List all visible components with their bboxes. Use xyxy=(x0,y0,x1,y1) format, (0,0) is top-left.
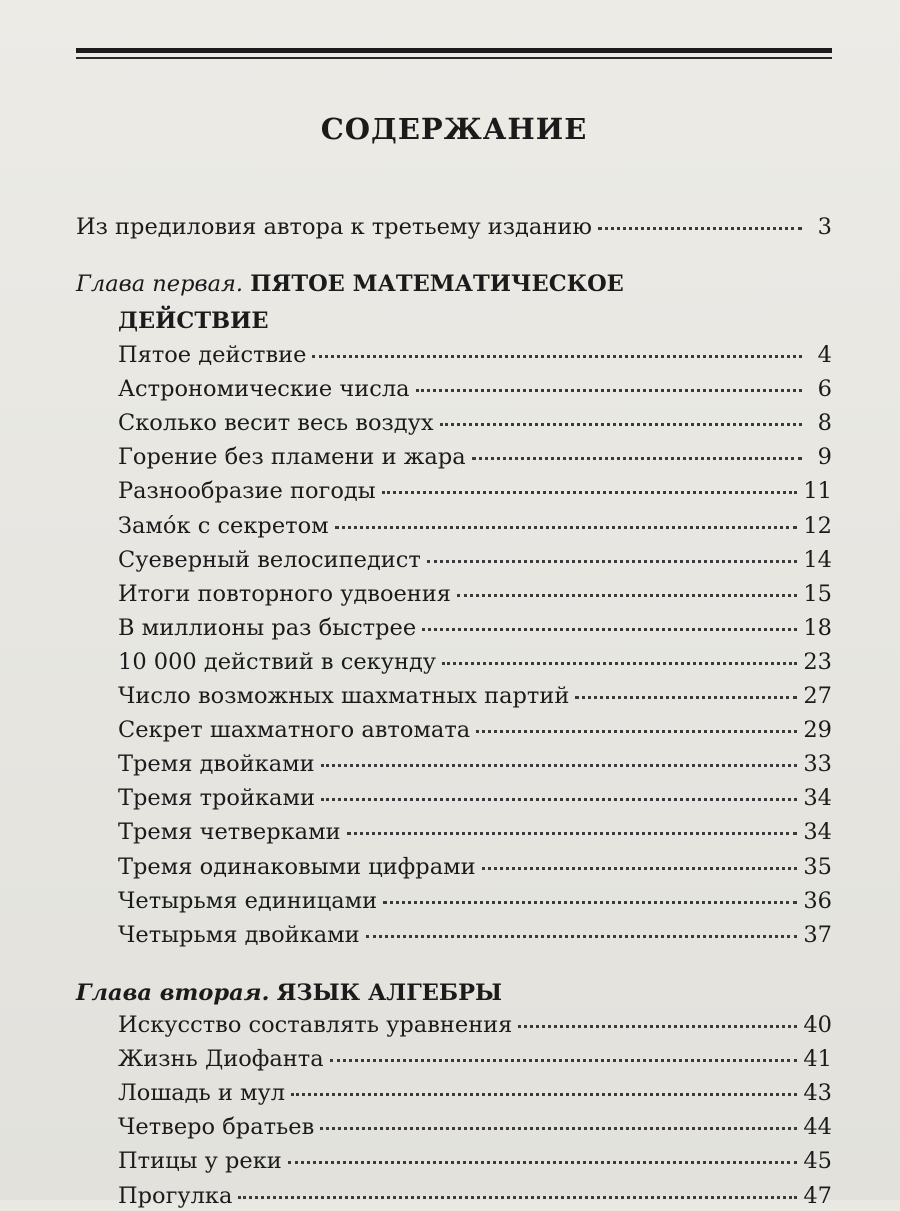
header-rule-thick xyxy=(76,48,832,53)
chapter-heading-1-cont: ДЕЙСТВИЕ xyxy=(118,308,269,334)
toc-entry xyxy=(118,545,832,575)
toc-entry xyxy=(118,1146,832,1176)
dot-leader xyxy=(320,1127,797,1130)
toc-entry xyxy=(118,613,832,643)
toc-entry xyxy=(118,749,832,779)
dot-leader xyxy=(440,423,802,426)
toc-entry-page: 12 xyxy=(803,512,832,539)
chapter-heading-1 xyxy=(76,268,624,300)
toc-entry-label: Тремя тройками xyxy=(118,785,315,812)
toc-entry-label: Жизнь Диофанта xyxy=(118,1046,324,1073)
chapter-name: ПЯТОЕ МАТЕМАТИЧЕСКОЕ xyxy=(250,271,624,297)
toc-entry-label: Четырьмя единицами xyxy=(118,887,378,914)
toc-entry xyxy=(118,681,832,711)
dot-leader xyxy=(366,935,798,938)
toc-entry xyxy=(118,579,832,609)
toc-entry-page: 35 xyxy=(803,853,832,880)
toc-entry-label: Сколько весит весь воздух xyxy=(118,410,434,437)
dot-leader xyxy=(291,1093,797,1096)
toc-entry-label: Горение без пламени и жара xyxy=(118,444,466,471)
toc-entry xyxy=(118,817,832,847)
dot-leader xyxy=(288,1161,798,1164)
toc-entry-label: Суеверный велосипедист xyxy=(118,546,421,573)
chapter-name: ЯЗЫК АЛГЕБРЫ xyxy=(276,980,503,1006)
toc-entry-page: 27 xyxy=(803,683,832,709)
toc-entry-label: Число возможных шахматных партий xyxy=(118,683,570,709)
dot-leader xyxy=(335,526,798,529)
toc-entry xyxy=(118,886,832,916)
chapter-heading-2 xyxy=(76,977,502,1009)
chapter-prefix: Глава первая. xyxy=(76,271,244,297)
toc-entry xyxy=(118,442,832,472)
toc-entry xyxy=(118,647,832,677)
toc-entry-page: 15 xyxy=(803,580,832,607)
toc-entry xyxy=(118,1181,832,1211)
dot-leader xyxy=(238,1196,797,1199)
toc-entry-label: Тремя одинаковыми цифрами xyxy=(118,853,476,880)
chapter-prefix: Глава вторая. xyxy=(76,980,270,1006)
dot-leader xyxy=(482,867,798,870)
toc-entry-page: 45 xyxy=(803,1148,832,1175)
dot-leader xyxy=(383,901,797,904)
dot-leader xyxy=(575,696,797,699)
toc-entry-label: 10 000 действий в секунду xyxy=(118,648,437,675)
toc-entry-label: Прогулка xyxy=(118,1182,233,1209)
toc-entry xyxy=(118,476,832,506)
dot-leader xyxy=(518,1025,797,1028)
toc-entry xyxy=(118,374,832,404)
dot-leader xyxy=(330,1059,798,1062)
toc-entry xyxy=(118,340,832,370)
toc-entry-page: 40 xyxy=(803,1012,832,1038)
toc-entry xyxy=(118,715,832,745)
toc-entry-page: 11 xyxy=(803,478,832,505)
toc-entry-page: 4 xyxy=(817,342,832,368)
toc-entry-label: Итоги повторного удвоения xyxy=(118,580,451,607)
toc-entry-label: Разнообразие погоды xyxy=(118,478,376,505)
toc-entry-label: Тремя четверками xyxy=(118,819,341,846)
toc-entry xyxy=(118,511,832,541)
toc-entry-label: Птицы у реки xyxy=(118,1148,282,1175)
toc-entry xyxy=(118,408,832,438)
toc-entry-label: Тремя двойками xyxy=(118,751,315,778)
toc-entry xyxy=(118,1112,832,1142)
toc-entry xyxy=(118,1010,832,1040)
toc-entry-label: Лошадь и мул xyxy=(118,1080,286,1107)
toc-entry xyxy=(118,1078,832,1108)
toc-entry-label: Четырьмя двойками xyxy=(118,921,360,948)
toc-entry-page: 23 xyxy=(803,648,832,675)
dot-leader xyxy=(442,662,797,665)
toc-entry-page: 14 xyxy=(803,546,832,573)
dot-leader xyxy=(457,594,797,597)
toc-entry-label: Замóк с секретом xyxy=(118,512,329,539)
dot-leader xyxy=(312,355,802,358)
dot-leader xyxy=(382,491,798,494)
toc-entry-page: 43 xyxy=(803,1080,832,1107)
toc-entry-label: В миллионы раз быстрее xyxy=(118,614,417,641)
dot-leader xyxy=(321,764,798,767)
header-rule-thin xyxy=(76,57,832,59)
dot-leader xyxy=(422,628,797,631)
toc-entry-page: 47 xyxy=(803,1182,832,1209)
toc-entry-preface xyxy=(76,212,832,242)
toc-entry xyxy=(118,852,832,882)
toc-entry-page: 8 xyxy=(817,410,832,437)
dot-leader xyxy=(476,730,797,733)
toc-entry-page: 3 xyxy=(817,214,832,240)
toc-entry-label: Искусство составлять уравнения xyxy=(118,1012,513,1038)
dot-leader xyxy=(347,832,798,835)
toc-entry xyxy=(118,1044,832,1074)
toc-entry-label: Пятое действие xyxy=(118,342,307,368)
toc-entry-page: 9 xyxy=(817,444,832,471)
toc-entry-label: Из предиловия автора к третьему изданию xyxy=(76,214,592,240)
toc-entry-page: 41 xyxy=(803,1046,832,1073)
toc-entry-page: 18 xyxy=(803,614,832,641)
toc-entry-page: 44 xyxy=(803,1114,832,1141)
toc-entry-label: Астрономические числа xyxy=(118,376,410,403)
toc-entry-page: 34 xyxy=(803,785,832,812)
toc-entry-page: 34 xyxy=(803,819,832,846)
page-title: СОДЕРЖАНИЕ xyxy=(320,112,588,146)
toc-entry-page: 6 xyxy=(817,376,832,403)
dot-leader xyxy=(416,389,802,392)
dot-leader xyxy=(321,798,797,801)
toc-entry xyxy=(118,920,832,950)
toc-entry-label: Секрет шахматного автомата xyxy=(118,717,471,744)
dot-leader xyxy=(472,457,802,460)
toc-entry xyxy=(118,783,832,813)
toc-entry-page: 33 xyxy=(803,751,832,778)
toc-entry-page: 29 xyxy=(803,717,832,744)
dot-leader xyxy=(427,560,798,563)
toc-entry-page: 36 xyxy=(803,887,832,914)
toc-entry-page: 37 xyxy=(803,921,832,948)
toc-entry-label: Четверо братьев xyxy=(118,1114,315,1141)
dot-leader xyxy=(598,227,802,230)
